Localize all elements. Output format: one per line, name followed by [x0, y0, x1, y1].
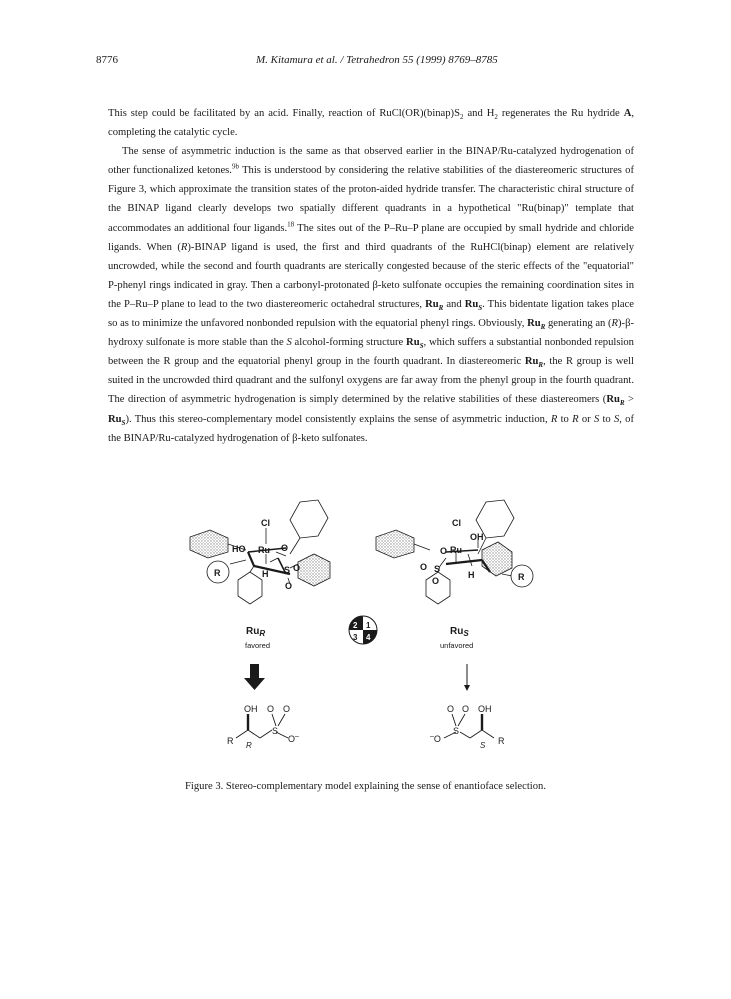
atom-oh: OH	[478, 704, 492, 714]
paragraph-1: This step could be facilitated by an acid. Finally, reaction of $RuCl(OR)(binap)S_2$ and $H_2$ regenerates the Ru hydride A, completing the catalytic cycle.	[108, 108, 634, 139]
atom-r: R	[214, 568, 221, 578]
figure-caption: Figure 3. Stereo-complementary model explaining the sense of enantioface selection.	[185, 781, 546, 792]
atom-h: H	[468, 570, 475, 580]
atom-o: O	[283, 704, 291, 714]
running-title: M. Kitamura et al. / Tetrahedron 55 (1999) 8769–8785	[256, 54, 498, 66]
page-number: 8776	[96, 54, 118, 66]
atom-o: O	[462, 704, 470, 714]
body-text	[108, 104, 634, 448]
product-r-hydroxy-sulfonate	[236, 714, 288, 738]
atom-o: O	[293, 563, 301, 573]
atom-o: O	[285, 581, 293, 591]
unfavored-note: unfavored	[440, 641, 474, 650]
atom-o-minus: –O	[430, 733, 441, 744]
atom-r: R	[518, 572, 525, 582]
right-phenyl-ring-shaded	[482, 542, 512, 576]
right-phenyl-ring-shaded	[298, 554, 330, 586]
quadrant-3: 3	[353, 633, 358, 642]
atom-o: O	[432, 576, 440, 586]
atom-cl: Cl	[261, 518, 270, 528]
quadrant-2: 2	[353, 621, 358, 630]
atom-o: O	[447, 704, 455, 714]
atom-s: S	[272, 726, 279, 736]
figure-3-stereo-model	[150, 492, 590, 762]
atom-o: O	[281, 543, 289, 553]
atom-ho: HO	[232, 544, 246, 554]
ru-r-label: $Ru_R$	[246, 626, 266, 638]
paragraph-2: The sense of asymmetric induction is the same as that observed earlier in the BINAP/Ru-catalyzed hydrogenation of other functionalized ketones.$^{9b}$ This is understood by considering the relative stabilities of the diastereomeric structures of Figure 3, which approximate the transition states of the proton-aided hydride transfer. The characteristic chiral structure of the BINAP ligand clearly develops two spatially different quadrants in a hypothetical "Ru(binap)" template that accommodates an additional four ligands.$^{18}$ The sites out of the P–Ru–P plane are occupied by small hydride and chloride ligands. When (R)-BINAP ligand is used, the first and third quadrants of the RuHCl(binap) element are relatively uncrowded, while the second and fourth quadrants are sterically congested because of the steric effects of the "equatorial" P-phenyl rings indicated in gray. Then a carbonyl-protonated β-keto sulfonate occupies the remaining coordination sites in the P–Ru–P plane to lead to the two diastereomeric octahedral structures, $Ru_R$ and $Ru_S$. This bidentate ligation takes place so as to minimize the unfavored nonbonded repulsion with the equatorial phenyl rings. Obviously, $Ru_R$ generating an (R)-β-hydroxy sulfonate is more stable than the S alcohol-forming structure $Ru_S$, which suffers a substantial nonbonded repulsion between the R group and the equatorial phenyl group in the fourth quadrant. In diastereomeric $Ru_R$, the R group is well suited in the uncrowded third quadrant and the sulfonyl oxygens are far away from the phenyl group in the fourth quadrant. The direction of asymmetric hydrogenation is simply determined by the relative stabilities of these diastereomers $(Ru_R > Ru_S)$. Thus this stereo-complementary model consistently explains the sense of asymmetric induction, R to R or S to S, of the BINAP/Ru-catalyzed hydrogenation of β-keto sulfonates.	[108, 146, 635, 444]
atom-oh: OH	[244, 704, 258, 714]
ru-s-label: $Ru_S$	[450, 626, 469, 638]
atom-o: O	[267, 704, 275, 714]
quadrant-4: 4	[366, 633, 371, 642]
atom-o-minus: O–	[288, 733, 299, 744]
atom-cl: Cl	[452, 518, 461, 528]
atom-ru: Ru	[450, 545, 462, 555]
quadrant-badge	[349, 616, 377, 644]
atom-s: S	[284, 565, 291, 575]
equatorial-phenyl-ring-shaded	[376, 530, 414, 558]
atom-r: R	[227, 736, 234, 746]
favored-arrow	[244, 664, 265, 690]
product-s-hydroxy-sulfonate	[444, 714, 494, 738]
atom-s: S	[434, 564, 441, 574]
unfavored-arrow	[464, 664, 470, 691]
atom-oh: OH	[470, 532, 484, 542]
quadrant-1: 1	[366, 621, 371, 630]
stereo-s: S	[480, 741, 486, 750]
upper-phenyl-ring	[290, 500, 328, 538]
atom-r: R	[498, 736, 505, 746]
lower-phenyl-ring	[238, 572, 262, 604]
atom-o: O	[440, 546, 448, 556]
atom-ru: Ru	[258, 545, 270, 555]
favored-note: favored	[245, 641, 271, 650]
equatorial-phenyl-ring-shaded	[190, 530, 228, 558]
atom-o: O	[420, 562, 428, 572]
atom-s: S	[453, 726, 460, 736]
atom-h: H	[262, 569, 269, 579]
stereo-r: R	[246, 741, 252, 750]
